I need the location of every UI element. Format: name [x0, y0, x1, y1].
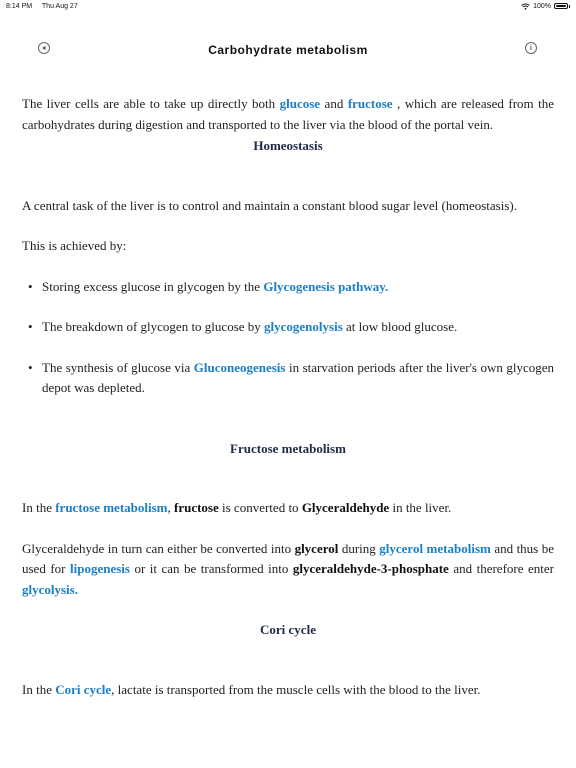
achieved-by-paragraph: This is achieved by:: [22, 238, 127, 253]
link-fructose-metabolism[interactable]: fructose metabolism: [55, 500, 168, 515]
status-bar: [0, 0, 576, 12]
link-gluconeogenesis[interactable]: Gluconeogenesis: [193, 359, 286, 375]
text: In the: [22, 681, 56, 697]
nav-bar: [0, 12, 576, 60]
text: in the liver.: [389, 500, 452, 515]
text: at low blood glucose.: [342, 319, 458, 334]
homeostasis-paragraph: A central task of the liver is to control and maintain a constant blood sugar level (homeostasis).: [22, 197, 517, 213]
battery-tip: [569, 5, 570, 8]
link-glycogenesis[interactable]: Glycogenesis pathway.: [263, 278, 389, 294]
text: during: [338, 540, 380, 556]
link-cori-cycle[interactable]: Cori cycle: [55, 681, 112, 697]
page-title: Carbohydrate metabolism: [208, 43, 368, 57]
battery-icon: [554, 3, 568, 9]
status-time: 8:14 PM: [6, 2, 33, 10]
intro-paragraph: [22, 94, 554, 135]
text: The liver cells are able to take up directly both: [22, 96, 280, 111]
status-left: [6, 3, 86, 10]
heading-fructose-metabolism: Fructose metabolism: [230, 440, 346, 456]
link-fructose[interactable]: fructose: [347, 96, 393, 111]
status-date: Thu Aug 27: [41, 2, 78, 10]
bold-glyceraldehyde-3-phosphate: glyceraldehyde-3-phosphate: [292, 561, 449, 576]
text: in starvation periods after the liver's own glycogen depot was depleted.: [42, 359, 554, 395]
bold-glyceraldehyde: Glyceraldehyde: [301, 500, 390, 515]
info-icon[interactable]: i: [525, 42, 537, 54]
list-item: [42, 277, 554, 298]
link-lipogenesis[interactable]: lipogenesis: [69, 561, 130, 576]
text: and thus be used for: [22, 540, 554, 576]
status-right: [521, 3, 570, 10]
list-item: [42, 358, 554, 399]
list-item: [42, 317, 554, 338]
text: Glyceraldehyde in turn can either be converted into: [22, 540, 295, 556]
text: , lactate is transported from the muscle cells with the blood to the liver.: [111, 681, 481, 697]
text: In the: [22, 500, 56, 515]
text: ,: [167, 500, 174, 515]
text: Storing excess glucose in glycogen by the: [42, 278, 264, 294]
link-glucose[interactable]: glucose: [279, 96, 321, 111]
text: and: [320, 96, 348, 111]
text: and therefore enter: [448, 561, 554, 576]
text: or it can be transformed into: [129, 561, 293, 576]
bold-fructose: fructose: [174, 500, 219, 515]
fructose-paragraph-2: [22, 539, 554, 601]
link-glycolysis[interactable]: glycolysis.: [22, 581, 78, 597]
fructose-paragraph-1: [22, 498, 554, 519]
battery-percent: 100%: [533, 2, 551, 10]
heading-cori-cycle: Cori cycle: [260, 622, 316, 637]
link-glycogenolysis[interactable]: glycogenolysis: [264, 319, 343, 334]
cori-paragraph: [22, 680, 554, 701]
text: , which are released from the carbohydrates during digestion and transported to the liver via the blood of the portal vein.: [22, 96, 555, 132]
heading-homeostasis: Homeostasis: [253, 138, 323, 153]
homeostasis-list: [22, 277, 554, 399]
link-glycerol-metabolism[interactable]: glycerol metabolism: [379, 540, 491, 556]
bold-glycerol: glycerol: [294, 540, 339, 556]
text: The breakdown of glycogen to glucose by: [42, 319, 265, 334]
article-content: [0, 60, 576, 700]
text: The synthesis of glucose via: [42, 359, 194, 375]
text: is converted to: [218, 500, 302, 515]
wifi-icon: [521, 3, 530, 10]
